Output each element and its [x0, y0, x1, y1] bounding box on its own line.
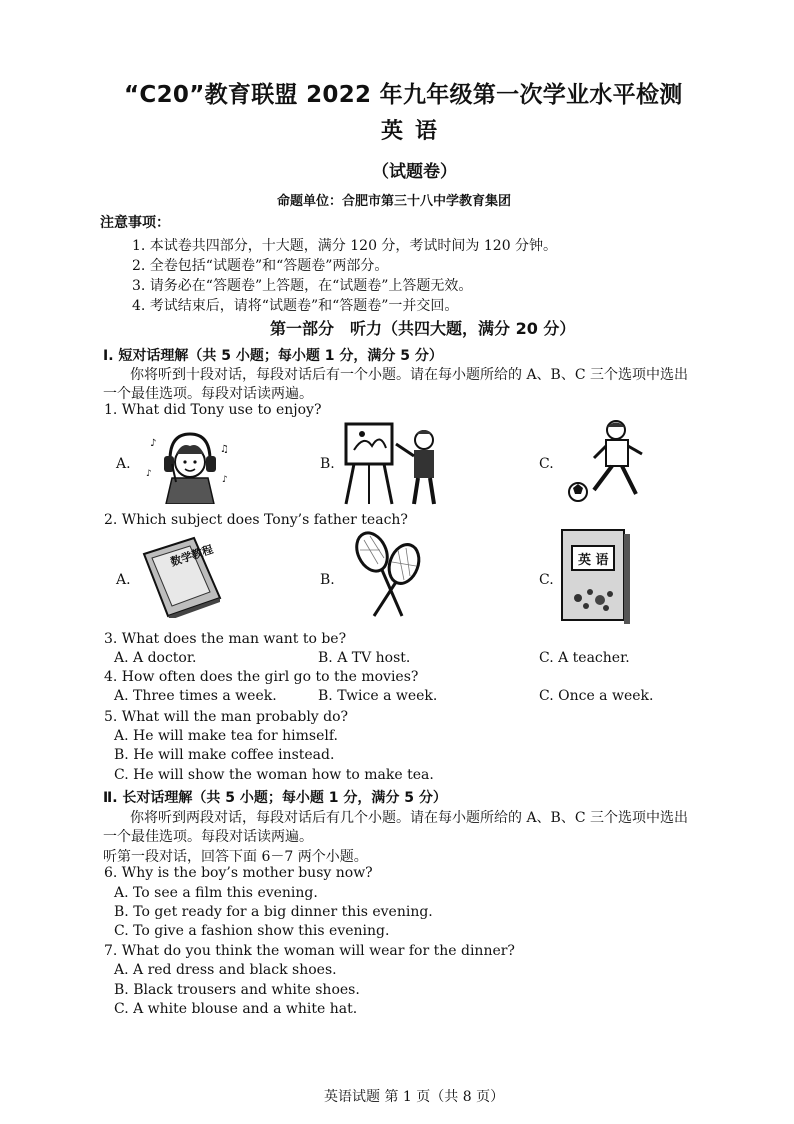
option-a-label: A.	[116, 456, 131, 472]
paper-type: （试题卷）	[372, 162, 457, 182]
question-4: 4. How often does the girl go to the movies?	[104, 669, 419, 685]
math-book-picture	[134, 536, 226, 618]
section2-instruction: 你将听到两段对话，每段对话后有几个小题。请在每小题所给的 A、B、C 三个选项中选出	[130, 810, 689, 826]
page-footer: 英语试题 第 1 页（共 8 页）	[324, 1089, 505, 1105]
english-book-text: 英 语	[578, 553, 609, 568]
subject-title: 英语	[381, 119, 450, 144]
section2-sub-instruction: 听第一段对话，回答下面 6－7 两个小题。	[103, 849, 368, 865]
option-c: C. He will show the woman how to make tea.	[114, 767, 434, 783]
painting-easel-picture	[340, 420, 450, 506]
option-b: B. To get ready for a big dinner this evening.	[114, 904, 433, 920]
option-a: A. A red dress and black shoes.	[114, 962, 337, 978]
option-a: A. Three times a week.	[114, 688, 277, 704]
section1-instruction: 一个最佳选项。每段对话读两遍。	[103, 386, 313, 402]
option-a-label: A.	[116, 572, 131, 588]
option-b: B. He will make coffee instead.	[114, 747, 335, 763]
english-book-picture	[556, 526, 632, 626]
option-c-label: C.	[539, 456, 554, 472]
option-b: B. A TV host.	[318, 650, 411, 666]
notes-heading: 注意事项：	[100, 215, 170, 231]
svg-text:♪: ♪	[150, 438, 157, 449]
badminton-rackets-picture	[344, 528, 440, 620]
setter-unit: 命题单位：合肥市第三十八中学教育集团	[277, 194, 512, 209]
note-item: 4. 考试结束后，请将“试题卷”和“答题卷”一并交回。	[132, 298, 459, 314]
svg-text:♪: ♪	[146, 469, 152, 479]
question-6: 6. Why is the boy’s mother busy now?	[104, 865, 373, 881]
note-item: 2. 全卷包括“试题卷”和“答题卷”两部分。	[132, 258, 389, 274]
question-2: 2. Which subject does Tony’s father teach?	[104, 512, 408, 528]
option-c: C. A white blouse and a white hat.	[114, 1001, 358, 1017]
section1-instruction: 你将听到十段对话，每段对话后有一个小题。请在每小题所给的 A、B、C 三个选项中选出	[130, 367, 689, 383]
note-item: 3. 请务必在“答题卷”上答题，在“试题卷”上答题无效。	[132, 278, 473, 294]
section1-title: Ⅰ. 短对话理解（共 5 小题；每小题 1 分，满分 5 分）	[103, 348, 443, 364]
playing-football-picture	[560, 418, 664, 504]
math-book-text: 数学教程	[168, 542, 215, 569]
question-3: 3. What does the man want to be?	[104, 631, 347, 647]
part1-title: 第一部分 听力（共四大题，满分 20 分）	[270, 319, 576, 338]
option-c: C. Once a week.	[539, 688, 654, 704]
option-a: A. A doctor.	[114, 650, 197, 666]
question-5: 5. What will the man probably do?	[104, 709, 349, 725]
option-b-label: B.	[320, 572, 335, 588]
option-c: C. A teacher.	[539, 650, 630, 666]
option-b-label: B.	[320, 456, 335, 472]
svg-text:♪: ♪	[222, 475, 228, 485]
option-a: A. He will make tea for himself.	[114, 728, 338, 744]
option-b: B. Black trousers and white shoes.	[114, 982, 360, 998]
svg-text:♫: ♫	[220, 444, 229, 455]
exam-title: “C20”教育联盟 2022 年九年级第一次学业水平检测	[124, 82, 683, 108]
headphones-music-picture	[142, 424, 234, 504]
note-item: 1. 本试卷共四部分，十大题，满分 120 分，考试时间为 120 分钟。	[132, 238, 558, 254]
option-b: B. Twice a week.	[318, 688, 438, 704]
section2-instruction: 一个最佳选项。每段对话读两遍。	[103, 829, 313, 845]
question-1: 1. What did Tony use to enjoy?	[104, 402, 322, 418]
question-7: 7. What do you think the woman will wear for the dinner?	[104, 943, 515, 959]
option-a: A. To see a film this evening.	[114, 885, 318, 901]
option-c: C. To give a fashion show this evening.	[114, 923, 390, 939]
section2-title: Ⅱ. 长对话理解（共 5 小题；每小题 1 分，满分 5 分）	[103, 790, 447, 806]
option-c-label: C.	[539, 572, 554, 588]
